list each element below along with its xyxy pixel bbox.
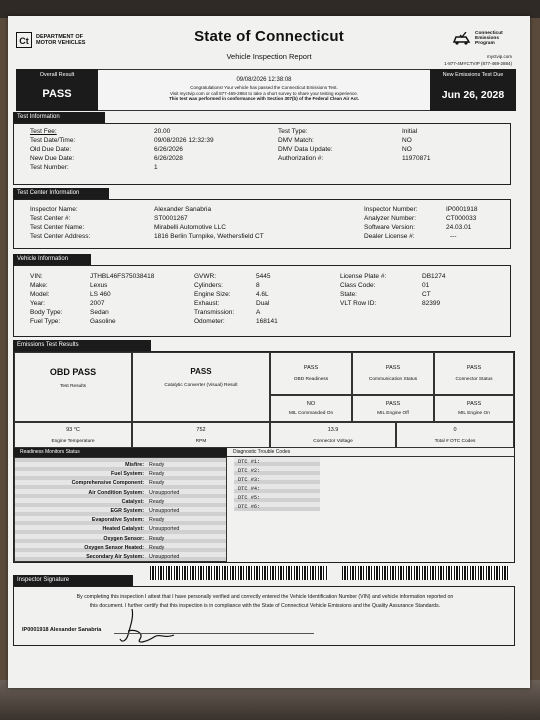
mil-engine-on-label: MIL Engine On [458,411,490,416]
readiness-row [15,461,226,470]
readiness-row [15,535,226,544]
vin-value: JTHBL46FS75038418 [90,273,155,280]
mil-engine-on-value: PASS [466,401,482,407]
signer-name: IP0001918 Alexander Sanabria [22,627,102,633]
connector-status-label: Connector Status [455,377,493,382]
communication-status-label: Communication Status [368,377,418,382]
dtc-row: DTC #1: [238,459,261,465]
software-version-value: 24.03.01 [446,224,472,231]
catalytic-result-value: PASS [190,367,212,376]
state-label: State: [340,291,357,298]
body-type-value: Sedan [90,309,109,316]
due-date-value: Jun 26, 2028 [441,89,505,101]
program-line-2: Emissions [475,36,499,41]
fuel-type-value: Gasoline [90,318,116,325]
phone-text: 1-877-4MYCTVIP (877-469-2884) [444,61,512,66]
authorization-value: 11970871 [402,155,431,162]
dtc-row: DTC #3: [238,477,261,483]
vlt-row-id-label: VLT Row ID: [340,300,377,307]
software-version-label: Software Version: [364,224,415,231]
communication-status-cell [352,352,434,395]
new-due-value: 6/26/2028 [154,155,183,162]
ct-logo-icon: Ct [16,32,32,48]
obd-result-value: OBD PASS [49,367,97,377]
transmission-value: A [256,309,261,316]
readiness-value: Unsupported [149,489,180,496]
mil-commanded-cell [270,395,352,422]
notice-box [98,69,430,111]
inspector-number-value: IP0001918 [446,206,478,213]
model-value: LS 460 [90,291,111,298]
engine-size-label: Engine Size: [194,291,231,298]
readiness-value: Ready [149,462,165,468]
due-date-box [430,69,516,111]
attestation-line-2: this document. I further certify that this inspection is in compliance with the State of Connecticut Vehicle Emissions and the Quality Assurance Standards. [89,603,441,609]
readiness-value: Ready [149,517,165,524]
engine-temp-cell [14,422,132,448]
dtc-list [234,457,320,511]
handwritten-signature [114,603,184,647]
class-code-value: 01 [422,282,430,289]
test-info-section [13,123,511,185]
test-center-title: Test Center Information [13,188,109,199]
old-due-value: 6/26/2026 [154,146,183,153]
readiness-list [14,457,227,562]
mil-engine-off-label: MIL Engine Off [377,411,409,416]
readiness-row [15,489,226,498]
license-plate-label: License Plate #: [340,273,387,280]
test-center-address-label: Test Center Address: [30,233,91,240]
engine-temp-value: 93 °C [66,427,80,433]
test-center-address-value: 1816 Berlin Turnpike, Wethersfield CT [154,233,264,240]
readiness-value: Ready [149,471,165,478]
barcode-left [150,566,328,580]
inspector-number-label: Inspector Number: [364,206,418,213]
vlt-row-id-value: 82399 [422,300,441,307]
readiness-row [15,553,226,562]
readiness-label: Misfire: [125,462,144,468]
gvwr-value: 5445 [256,273,271,280]
vehicle-info-section [13,265,511,337]
readiness-label: Oxygen Sensor Heated: [84,544,144,551]
rpm-cell [132,422,270,448]
engine-temp-label: Engine Temperature [51,439,95,444]
state-value: CT [422,291,431,298]
test-info-title: Test Information [13,112,105,123]
report-title: State of Connecticut [194,28,344,45]
dtc-row: DTC #4: [238,486,261,492]
analyzer-number-label: Analyzer Number: [364,215,417,222]
test-date-label: Test Date/Time: [30,137,76,144]
dtc-count-cell [396,422,514,448]
connector-voltage-label: Connector Voltage [313,439,353,444]
test-center-section [13,199,511,249]
due-date-label: New Emissions Test Due [442,72,504,78]
notice-line-1: Congratulations! Your vehicle has passed the Connecticut Emissions Test. [190,85,338,90]
authorization-label: Authorization #: [278,155,324,162]
cylinders-value: 8 [256,282,260,289]
readiness-label: Heated Catalyst: [102,526,144,533]
exhaust-label: Exhaust: [194,300,220,307]
inspector-name-label: Inspector Name: [30,206,78,213]
dealer-license-value: --- [450,233,457,240]
attestation-text [22,593,508,611]
old-due-label: Old Due Date: [30,146,72,153]
vehicle-info-title: Vehicle Information [13,254,91,265]
dmv-match-label: DMV Match: [278,137,314,144]
test-center-number-value: ST0001267 [154,215,188,222]
test-number-label: Test Number: [30,164,69,171]
test-date-value: 09/08/2026 12:32:39 [154,137,214,144]
test-center-number-label: Test Center #: [30,215,71,222]
dtc-count-label: Total # OTC Codes [434,439,476,444]
gvwr-label: GVWR: [194,273,217,280]
obd-result-label: Test Results [59,384,87,389]
readiness-value: Unsupported [149,526,180,533]
dtc-row: DTC #6: [238,504,261,510]
mil-engine-on-cell [434,395,514,422]
communication-status-value: PASS [385,365,401,371]
readiness-value: Unsupported [149,508,180,514]
dmv-match-value: NO [402,137,412,144]
body-type-label: Body Type: [30,309,63,316]
test-type-value: Initial [402,128,418,135]
fuel-type-label: Fuel Type: [30,318,61,325]
readiness-value: Ready [149,535,165,542]
dmv-update-label: DMV Data Update: [278,146,333,153]
test-number-value: 1 [154,164,158,171]
signature-line [114,633,314,634]
readiness-row [15,498,226,507]
readiness-label: Catalyst: [121,498,144,505]
signature-section [13,586,515,646]
dmv-update-value: NO [402,146,412,153]
odometer-label: Odometer: [194,318,225,325]
make-value: Lexus [90,282,108,289]
readiness-title: Readiness Monitors Status [14,448,227,457]
inspection-report-page [8,16,530,688]
attestation-line-1: By completing this inspection I attest that I have personally verified and correctly entered the Vehicle Identification Number (VIN) and vehicle information reported on [76,594,454,600]
emissions-program-logo [452,32,472,51]
test-fee-label: Test Fee: [30,128,57,135]
dtc-row: DTC #2: [238,468,261,474]
rpm-value: 752 [196,427,206,433]
dtc-count-value: 0 [453,427,457,433]
class-code-label: Class Code: [340,282,376,289]
obd-result-cell [14,352,132,422]
rpm-label: RPM [195,439,207,444]
catalytic-result-cell [132,352,270,422]
connector-voltage-cell [270,422,396,448]
readiness-label: Air Condition System: [88,489,144,496]
dtc-row: DTC #5: [238,495,261,501]
test-center-name-value: Mirabelli Automotive LLC [154,224,226,231]
connector-status-value: PASS [466,365,482,371]
readiness-row [15,507,226,516]
readiness-row [15,544,226,553]
year-label: Year: [30,300,45,307]
readiness-label: EGR System: [110,508,144,514]
make-label: Make: [30,282,48,289]
mil-engine-off-value: PASS [385,401,401,407]
test-fee-value: 20.00 [154,128,171,135]
year-value: 2007 [90,300,105,307]
program-line-3: Program [475,41,495,46]
notice-line-3: This test was performed in conformance with Section 307(b) of the Federal Clean Air Act. [169,96,359,101]
readiness-value: Ready [149,480,165,487]
dept-line-1: DEPARTMENT OF [36,34,83,40]
catalytic-result-label: Catalytic Converter (Visual) Result [164,383,238,388]
new-due-label: New Due Date: [30,155,75,162]
mil-engine-off-cell [352,395,434,422]
cylinders-label: Cylinders: [194,282,223,289]
car-check-icon [452,32,472,46]
connector-voltage-value: 13.9 [327,427,339,433]
mil-commanded-label: MIL Commanded On [288,411,334,416]
model-label: Model: [30,291,50,298]
overall-result-value: PASS [42,88,72,100]
readiness-row [15,470,226,479]
report-subtitle: Vehicle Inspection Report [226,52,312,61]
barcode-right [342,566,510,580]
odometer-value: 168141 [256,318,278,325]
transmission-label: Transmission: [194,309,235,316]
emissions-section [13,351,515,563]
notice-timestamp: 09/08/2026 12:38:08 [236,77,292,83]
dept-line-2: MOTOR VEHICLES [36,40,86,46]
dtc-title: Diagnostic Trouble Codes [227,448,514,457]
readiness-label: Secondary Air System: [86,554,144,560]
readiness-label: Evaporative System: [91,517,144,524]
test-center-name-label: Test Center Name: [30,224,85,231]
readiness-label: Comprehensive Component: [71,480,144,487]
emissions-title: Emissions Test Results [13,340,151,351]
obd-readiness-value: PASS [303,365,319,371]
overall-result-box [16,69,98,111]
test-type-label: Test Type: [278,128,308,135]
engine-size-value: 4.6L [256,291,269,298]
program-line-1: Connecticut [475,31,503,36]
signature-title: Inspector Signature [13,575,133,586]
obd-readiness-label: OBD Readiness [293,377,329,382]
inspector-name-value: Alexander Sanabria [154,206,212,213]
website-text: myctvip.com [486,54,512,59]
notice-line-2: Visit myctvip.com or call 877-469-2884 to take a short survey to share your testing experience. [169,90,358,96]
readiness-row [15,479,226,488]
analyzer-number-value: CT000033 [446,215,477,222]
readiness-label: Oxygen Sensor: [103,535,144,542]
readiness-value: Ready [149,498,165,505]
vin-label: VIN: [30,273,43,280]
license-plate-value: DB1274 [422,273,446,280]
readiness-value: Unsupported [149,554,180,560]
readiness-value: Ready [149,544,165,551]
connector-status-cell [434,352,514,395]
readiness-row [15,516,226,525]
mil-commanded-value: NO [306,401,316,407]
obd-readiness-cell [270,352,352,395]
overall-result-label: Overall Result [39,72,75,78]
readiness-label: Fuel System: [111,471,144,478]
readiness-row [15,525,226,534]
dealer-license-label: Dealer License #: [364,233,415,240]
exhaust-value: Dual [256,300,270,307]
